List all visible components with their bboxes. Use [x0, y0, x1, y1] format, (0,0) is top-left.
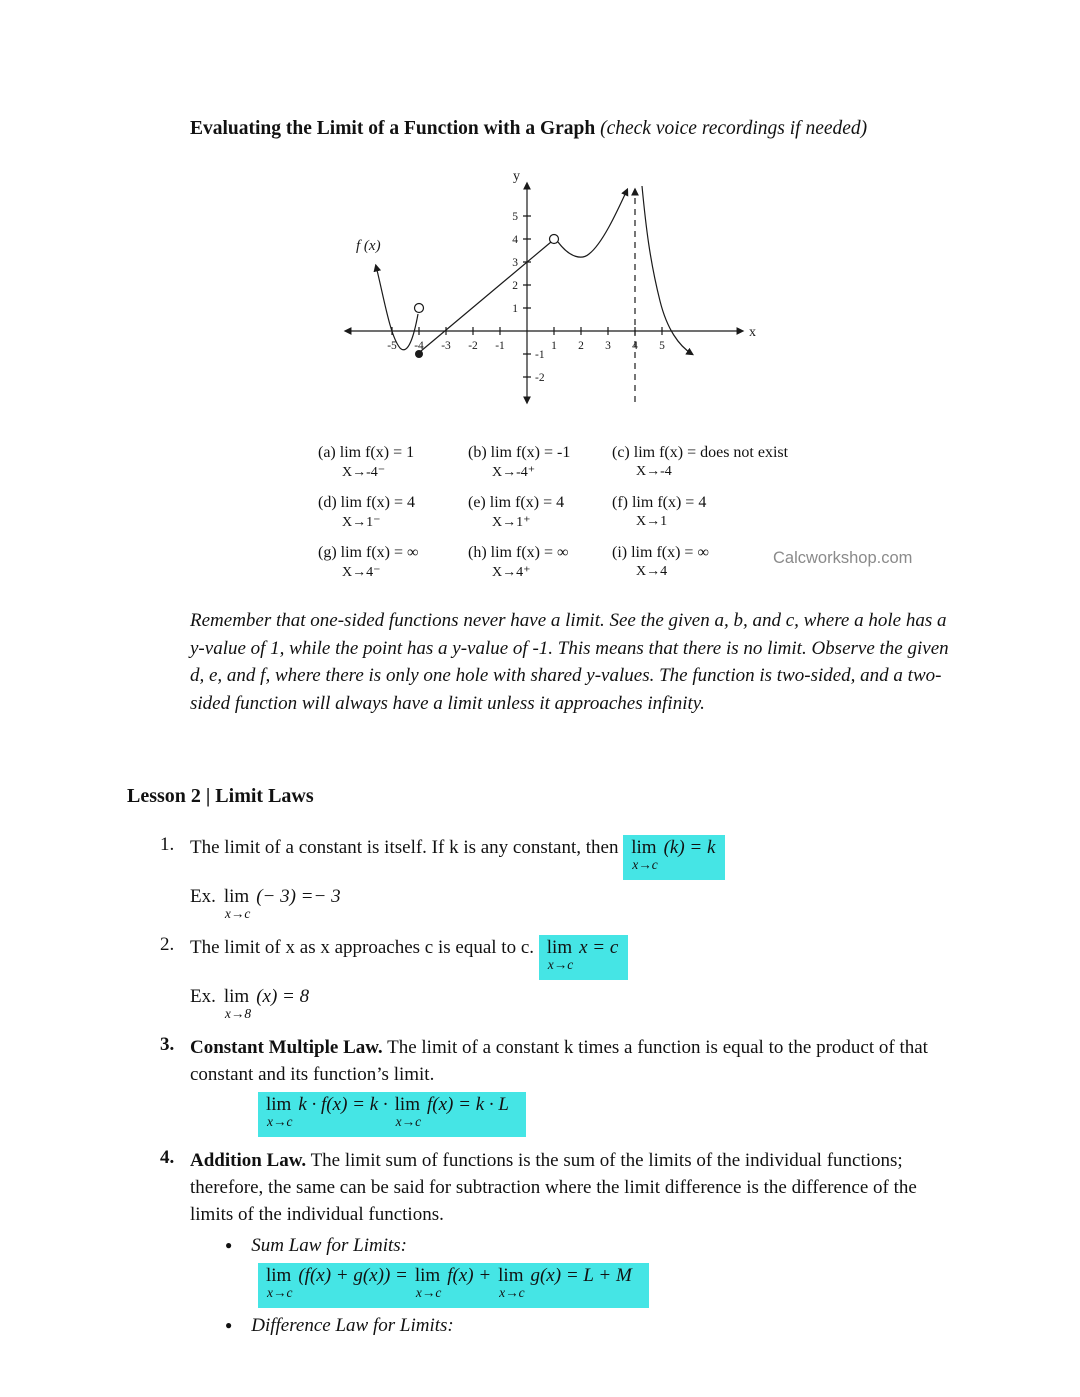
- law-text: The limit of a constant is itself. If k is any constant, then: [190, 837, 619, 858]
- lim-operator: lim x→c: [266, 1265, 293, 1300]
- svg-text:1: 1: [512, 303, 518, 315]
- open-point-hole-2: [550, 235, 559, 244]
- law-number: 4.: [160, 1147, 175, 1168]
- law-text: The limit of a constant k times a function is equal to the product of that constant and its function’s limit.: [190, 1037, 928, 1085]
- y-tick-labels: [512, 211, 545, 384]
- lim-operator: lim x→c: [546, 937, 574, 972]
- title-text: Evaluating the Limit of a Function with a Graph: [190, 118, 596, 139]
- limit-answer-g: (g) lim f(x) = ∞ X→4⁻: [318, 544, 419, 580]
- sum-law-bullet: ● Sum Law for Limits:: [225, 1232, 953, 1259]
- law-item-4: [127, 1147, 953, 1339]
- example-line: Ex. lim x→8 (x) = 8: [190, 986, 310, 1021]
- law-text: The limit sum of functions is the sum of the limits of the individual functions; therefore, the same can be said for subtraction where the limit difference is the difference of the limits of the individual functions.: [190, 1150, 917, 1225]
- limit-answer-b: (b) lim f(x) = -1 X→-4⁺: [468, 444, 571, 480]
- watermark: Calcworkshop.com: [773, 549, 913, 567]
- svg-text:-2: -2: [468, 340, 478, 352]
- lim-operator: lim x→c: [631, 837, 658, 872]
- svg-text:2: 2: [512, 280, 518, 292]
- law-text: The limit of x as x approaches c is equal to c.: [190, 937, 535, 958]
- svg-text:-2: -2: [535, 372, 545, 384]
- open-point-hole-1: [415, 304, 424, 313]
- law-number: 3.: [160, 1034, 175, 1055]
- svg-text:4: 4: [512, 234, 518, 246]
- limit-answer-f: (f) lim f(x) = 4 X→1: [612, 494, 707, 529]
- lim-operator: lim x→c: [498, 1265, 525, 1300]
- curve-middle-branch: [558, 190, 627, 257]
- svg-text:5: 5: [659, 340, 665, 352]
- page-title: [190, 118, 953, 140]
- law-item-3: [127, 1034, 953, 1141]
- limit-answer-i: (i) lim f(x) = ∞ X→4: [612, 544, 709, 579]
- svg-text:3: 3: [512, 257, 518, 269]
- y-axis-label: y: [513, 169, 520, 184]
- commentary-paragraph: Remember that one-sided functions never have a limit. See the given a, b, and c, where a hole has a y-value of 1, while the point has a y-value of -1. This means that there is no limit. Observe the given d, e, and f, where there is only one hole with shared y-values. The function is two-sided, and a two-sided function will always have a limit unless it approaches infinity.: [190, 610, 949, 714]
- limit-answer-c: (c) lim f(x) = does not exist X→-4: [612, 444, 789, 479]
- svg-text:-1: -1: [495, 340, 505, 352]
- limit-answer-e: (e) lim f(x) = 4 X→1⁺: [468, 494, 565, 530]
- lim-operator: lim x→c: [394, 1094, 422, 1129]
- svg-text:-1: -1: [535, 349, 545, 361]
- constant-multiple-formula: lim x→c k · f(x) = k · lim x→c f(x) = k · L: [258, 1092, 526, 1137]
- function-label: f (x): [356, 238, 381, 254]
- law-item-2: [127, 934, 953, 1028]
- law-number: 2.: [160, 934, 175, 955]
- law-name: Addition Law.: [190, 1150, 307, 1171]
- svg-text:-5: -5: [387, 340, 397, 352]
- lim-operator: lim x→8: [223, 986, 252, 1021]
- curve-line-segment: [421, 242, 551, 351]
- svg-text:2: 2: [578, 340, 584, 352]
- limit-of-constant-formula: lim x→c (k) = k: [623, 835, 725, 880]
- example-line: Ex. lim x→c (− 3) =− 3: [190, 886, 341, 921]
- svg-text:-4: -4: [414, 340, 424, 352]
- limit-graph: [332, 166, 953, 440]
- function-graph-svg: [332, 166, 762, 434]
- svg-text:3: 3: [605, 340, 611, 352]
- limit-of-x-formula: lim x→c x = c: [539, 935, 629, 980]
- sum-law-formula-row: [258, 1263, 953, 1308]
- x-axis-label: x: [749, 325, 756, 340]
- difference-law-bullet: ● Difference Law for Limits:: [225, 1312, 953, 1339]
- limit-answer-a: (a) lim f(x) = 1 X→-4⁻: [318, 444, 415, 480]
- x-tick-labels: [387, 340, 665, 352]
- constant-multiple-formula-row: [258, 1092, 953, 1137]
- svg-text:5: 5: [512, 211, 518, 223]
- limit-answer-h: (h) lim f(x) = ∞ X→4⁺: [468, 544, 569, 580]
- limit-laws-list: [127, 834, 953, 1339]
- svg-text:-3: -3: [441, 340, 451, 352]
- lim-operator: lim x→c: [223, 886, 251, 921]
- lesson-heading: Lesson 2 | Limit Laws: [127, 785, 314, 807]
- sum-law-formula: lim x→c (f(x) + g(x)) = lim x→c f(x) + lim x→c g(x) = L + M: [258, 1263, 649, 1308]
- lim-operator: lim x→c: [414, 1265, 442, 1300]
- curve-right-branch: [642, 186, 692, 354]
- limit-answer-d: (d) lim f(x) = 4 X→1⁻: [318, 494, 415, 530]
- law-number: 1.: [160, 834, 175, 855]
- lim-operator: lim x→c: [266, 1094, 293, 1129]
- svg-text:4: 4: [632, 340, 638, 352]
- law-name: Constant Multiple Law.: [190, 1037, 383, 1058]
- curve-left-branch: [376, 266, 418, 350]
- title-note: (check voice recordings if needed): [600, 118, 868, 139]
- law-item-1: [127, 834, 953, 928]
- svg-text:1: 1: [551, 340, 557, 352]
